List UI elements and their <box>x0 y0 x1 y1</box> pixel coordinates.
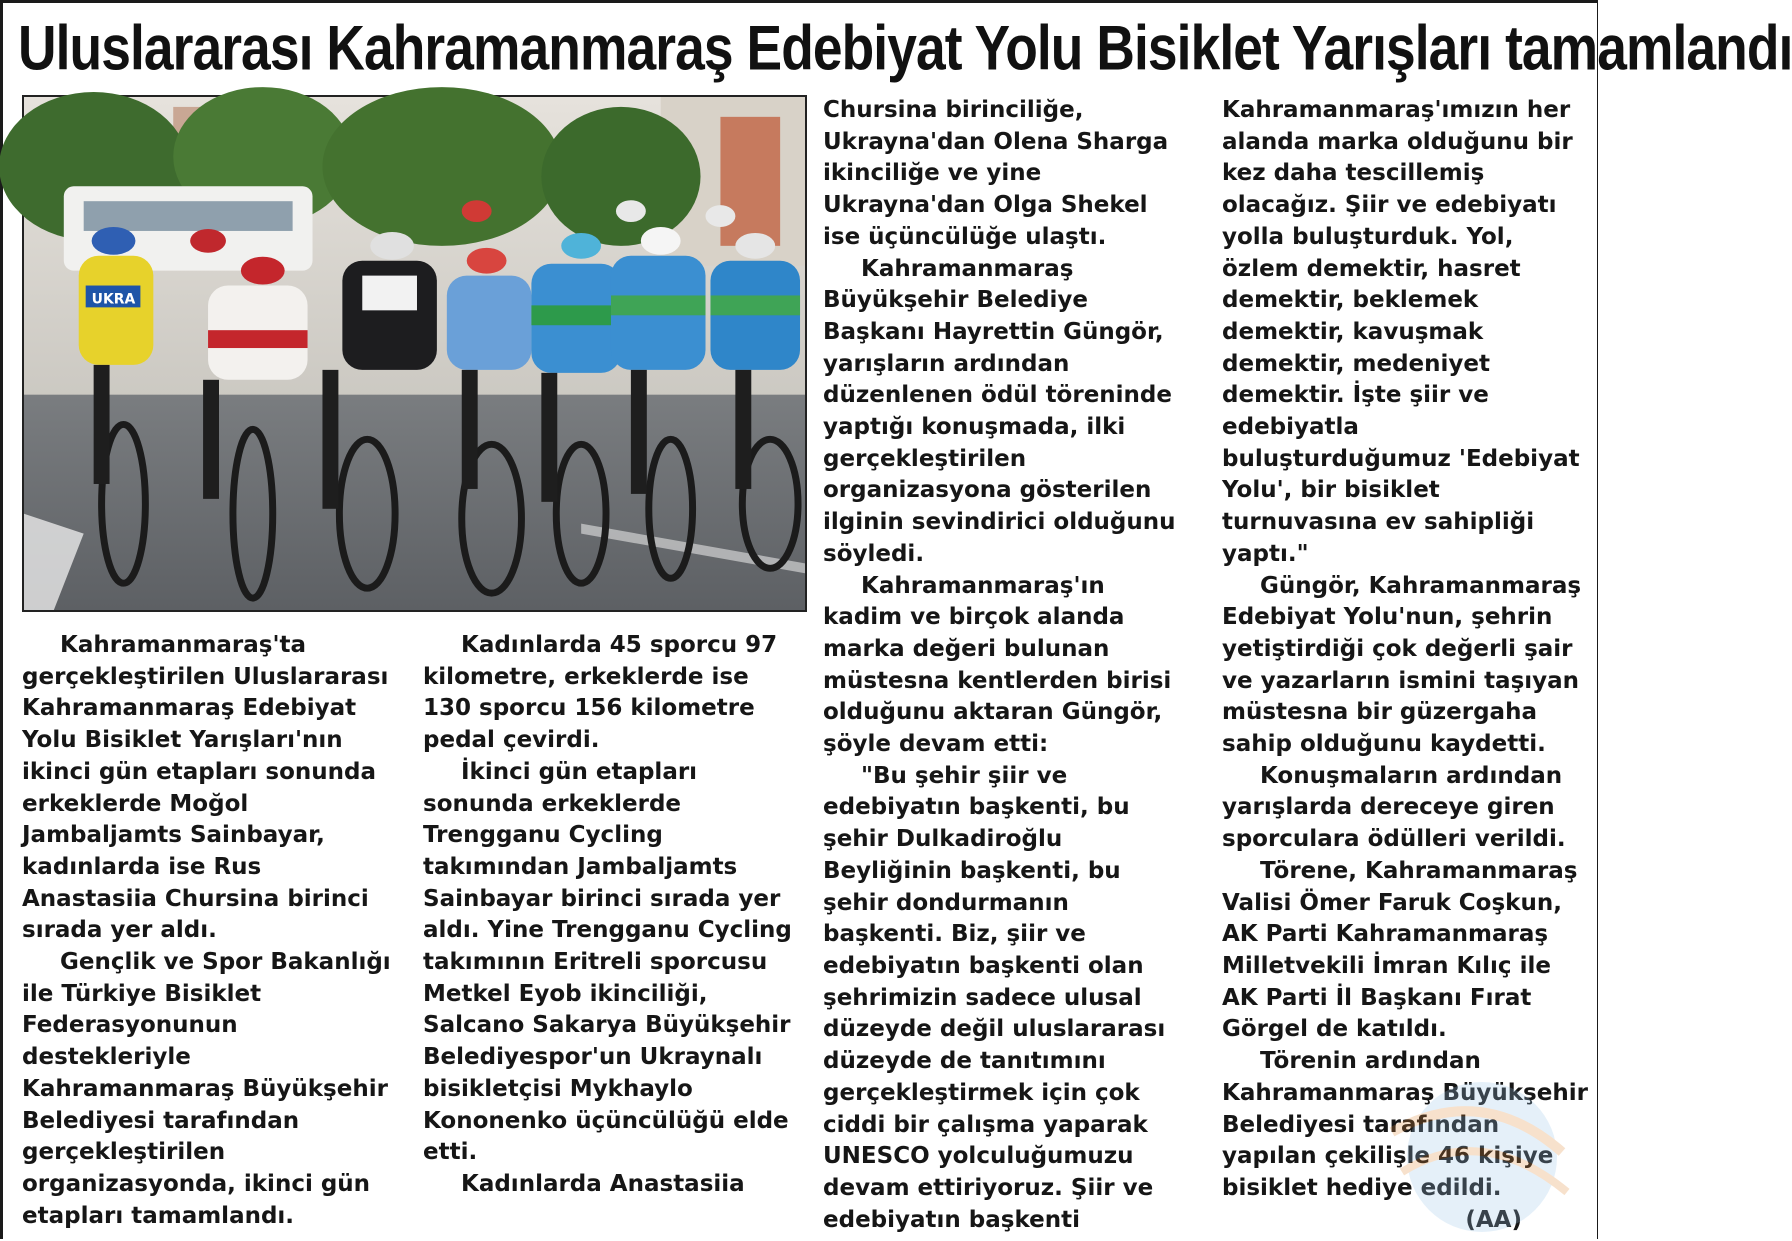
paragraph: Konuşmaların ardından yarışlarda dereceye giren sporculara ödülleri verildi. <box>1222 762 1566 853</box>
paragraph: İkinci gün etapları sonunda erkeklerde Trengganu Cycling takımından Jambaljamts Sainbayar birinci sırada yer aldı. Yine Trengganu Cycling takımının Eritreli sporcusu Metkel Eyob ikinciliği, Salcano Sakarya Büyükşehir Belediyespor'un Ukraynalı bisikletçisi Mykhaylo Kononenko üçüncülüğü elde etti. <box>423 758 792 1166</box>
cyclists-race-photo <box>22 95 807 612</box>
cyclists-race-start-photo-icon <box>24 97 805 610</box>
quote-paragraph: "Bu şehir şiir ve edebiyatın başkenti, bu şehir Dulkadiroğlu Beyliğinin başkenti, bu şehir dondurmanın başkenti. Biz, şiir ve edebiyatın başkenti olan şehrimizin sadece ulusal düzeyde değil uluslararası düzeyde de tanıtımını gerçekleştirmek için çok ciddi bir çalışma yaparak UNESCO yolculuğumuzu devam ettiriyoruz. Şiir ve edebiyatın başkenti <box>823 762 1166 1233</box>
paragraph: Güngör, Kahramanmaraş Edebiyat Yolu'nun, şehrin yetiştirdiği çok değerli şair ve yazarların ismini taşıyan müstesna bir güzergaha sahip olduğunu kaydetti. <box>1222 572 1582 758</box>
paragraph <box>1222 1046 1592 1233</box>
paragraph: Kahramanmaraş'ta gerçekleştirilen Uluslararası Kahramanmaraş Edebiyat Yolu Bisiklet Yarışları'nın ikinci gün etapları sonunda erkeklerde Moğol Jambaljamts Sainbayar, kadınlarda ise Rus Anastasiia Chursina birinci sırada yer aldı. <box>22 632 389 944</box>
news-agency-credit: (AA) <box>1465 1206 1522 1233</box>
headline: Uluslararası Kahramanmaraş Edebiyat Yolu Bisiklet Yarışları tamamlandı <box>18 13 1792 84</box>
paragraph: Kadınlarda 45 sporcu 97 kilometre, erkeklerde ise 130 sporcu 156 kilometre pedal çevirdi. <box>423 632 778 754</box>
jersey-text: UKRA <box>91 291 136 308</box>
article-column-1 <box>22 630 392 1232</box>
paragraph-text: Törenin ardından Kahramanmaraş Büyükşehir Belediyesi tarafından yapılan çekilişle 46 kişiye bisiklet hediye edildi. <box>1222 1048 1588 1201</box>
paragraph: Kahramanmaraş'ımızın her alanda marka olduğunu bir kez daha tescillemiş olacağız. Şiir ve edebiyatı yolla buluşturduk. Yol, özlem demektir, hasret demektir, beklemek demektir, kavuşmak demektir, medeniyet demektir. İşte şiir ve edebiyatla buluşturduğumuz 'Edebiyat Yolu', bir bisiklet turnuvasına ev sahipliği yaptı." <box>1222 97 1580 567</box>
paragraph: Kahramanmaraş'ın kadim ve birçok alanda marka değeri bulunan müstesna kentlerden birisi olduğunu aktaran Güngör, şöyle devam etti: <box>823 572 1172 758</box>
paragraph: Kahramanmaraş Büyükşehir Belediye Başkanı Hayrettin Güngör, yarışların ardından düzenlenen ödül töreninde yaptığı konuşmada, ilki gerçekleştirilen organizasyona gösterilen ilginin sevindirici olduğunu söyledi. <box>823 255 1176 567</box>
article-column-4 <box>1222 95 1592 1236</box>
paragraph: Kadınlarda Anastasiia <box>461 1170 745 1197</box>
paragraph: Törene, Kahramanmaraş Valisi Ömer Faruk Coşkun, AK Parti Kahramanmaraş Milletvekili İmran Kılıç ile AK Parti İl Başkanı Fırat Görgel de katıldı. <box>1222 857 1578 1043</box>
article-column-2 <box>423 630 793 1201</box>
paragraph: Gençlik ve Spor Bakanlığı ile Türkiye Bisiklet Federasyonunun destekleriyle Kahramanmaraş Büyükşehir Belediyesi tarafından gerçekleştirilen organizasyonda, ikinci gün etapları tamamlandı. <box>22 949 391 1229</box>
article-column-3 <box>823 95 1185 1236</box>
paragraph: Chursina birinciliğe, Ukrayna'dan Olena Sharga ikinciliğe ve yine Ukrayna'dan Olga Shekel ise üçüncülüğe ulaştı. <box>823 97 1169 250</box>
